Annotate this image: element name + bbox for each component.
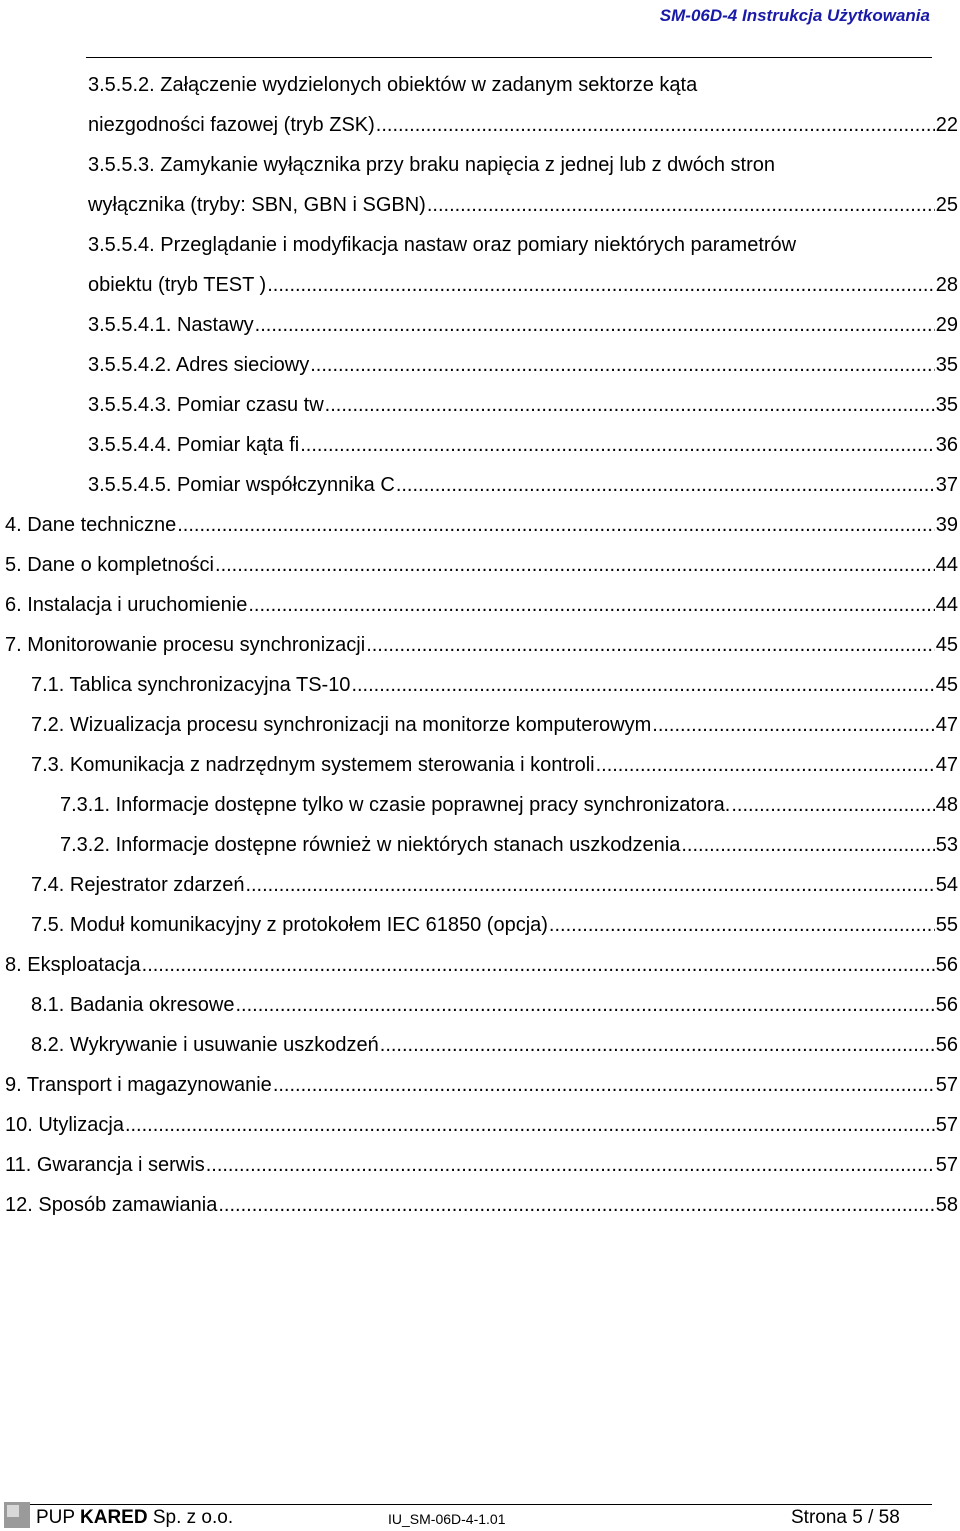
toc-entry[interactable] [31,910,958,940]
footer-divider [28,1504,932,1505]
toc-entry-title: 5. Dane o kompletności [5,554,215,576]
toc-entry-title: 7.3.1. Informacje dostępne tylko w czasie poprawnej pracy synchronizatora. [60,794,731,816]
toc-entry[interactable] [31,670,958,700]
toc-entry[interactable] [60,830,958,860]
toc-entry-title: 7.5. Moduł komunikacyjny z protokołem IEC 61850 (opcja) [31,914,548,936]
toc-page-number: 56 [935,954,958,976]
toc-page-number: 53 [935,834,958,856]
toc-entry-title: 8. Eksploatacja [5,954,141,976]
toc-entry-title: obiektu (tryb TEST ) [88,274,267,296]
document-id: IU_SM-06D-4-1.01 [388,1511,506,1527]
toc-entry[interactable] [31,870,958,900]
toc-page-number: 44 [935,554,958,576]
toc-entry[interactable] [88,230,960,260]
toc-entry-title: 3.5.5.4.4. Pomiar kąta fi [88,434,300,456]
toc-entry-title: 7.1. Tablica synchronizacyjna TS-10 [31,674,351,696]
toc-entry-title: 8.2. Wykrywanie i usuwanie uszkodzeń [31,1034,379,1056]
toc-entry[interactable] [5,630,958,660]
toc-entry-title: 3.5.5.4.5. Pomiar współczynnika C [88,474,395,496]
toc-page-number: 55 [935,914,958,936]
toc-page-number: 56 [935,994,958,1016]
toc-page-number: 37 [935,474,958,496]
toc-page-number: 35 [935,354,958,376]
toc-entry[interactable] [31,990,958,1020]
toc-page-number: 22 [935,114,958,136]
page-indicator: Strona 5 / 58 [791,1507,900,1528]
toc-entry[interactable] [5,1110,958,1140]
toc-page-number: 58 [935,1194,958,1216]
toc-entry-title: wyłącznika (tryby: SBN, GBN i SGBN) [88,194,426,216]
toc-entry[interactable] [5,510,958,540]
toc-entry[interactable] [5,1070,958,1100]
toc-entry-title: 6. Instalacja i uruchomienie [5,594,248,616]
toc-entry[interactable] [31,1030,958,1060]
toc-entry[interactable] [88,110,958,140]
toc-page-number: 36 [935,434,958,456]
toc-entry-title: 3.5.5.4.1. Nastawy [88,314,254,336]
toc-entry-title: 7. Monitorowanie procesu synchronizacji [5,634,366,656]
header-divider [86,57,932,58]
toc-entry-title: niezgodności fazowej (tryb ZSK) [88,114,375,136]
toc-entry-title: 11. Gwarancja i serwis [5,1154,205,1176]
toc-page-number: 44 [935,594,958,616]
toc-page-number: 57 [935,1114,958,1136]
toc-entry[interactable] [88,430,958,460]
toc-page-number: 35 [935,394,958,416]
toc-entry[interactable] [88,390,958,420]
toc-page-number: 29 [935,314,958,336]
toc-entry-title: 3.5.5.3. Zamykanie wyłącznika przy braku napięcia z jednej lub z dwóch stron [88,154,776,176]
company-name: PUP KARED Sp. z o.o. [36,1507,234,1528]
toc-entry-title: 7.2. Wizualizacja procesu synchronizacji na monitorze komputerowym [31,714,652,736]
toc-page-number: 47 [935,754,958,776]
toc-page-number: 39 [935,514,958,536]
toc-page-number: 47 [935,714,958,736]
toc-page-number: 25 [935,194,958,216]
toc-entry[interactable] [88,270,958,300]
toc-page-number: 45 [935,634,958,656]
toc-entry[interactable] [5,1150,958,1180]
toc-entry-title: 9. Transport i magazynowanie [5,1074,272,1096]
toc-entry-title: 4. Dane techniczne [5,514,177,536]
toc-entry[interactable] [5,950,958,980]
toc-entry[interactable] [88,150,960,180]
document-footer [0,1494,960,1531]
toc-entry-title: 3.5.5.2. Załączenie wydzielonych obiektów w zadanym sektorze kąta [88,74,698,96]
toc-page-number: 56 [935,1034,958,1056]
toc-page-number: 45 [935,674,958,696]
toc-page-number: 57 [935,1154,958,1176]
toc-entry-title: 7.3.2. Informacje dostępne również w niektórych stanach uszkodzenia [60,834,681,856]
document-header-title: SM-06D-4 Instrukcja Użytkowania [659,6,930,25]
toc-entry-title: 10. Utylizacja [5,1114,124,1136]
toc-entry[interactable] [31,710,958,740]
toc-entry-title: 3.5.5.4.3. Pomiar czasu tw [88,394,324,416]
toc-page-number: 48 [935,794,958,816]
toc-entry[interactable] [88,310,958,340]
toc-entry[interactable] [88,190,958,220]
toc-entry[interactable] [60,790,958,820]
toc-page-number: 28 [935,274,958,296]
toc-entry[interactable] [31,750,958,780]
toc-entry-title: 12. Sposób zamawiania [5,1194,218,1216]
toc-entry-title: 3.5.5.4. Przeglądanie i modyfikacja nastaw oraz pomiary niektórych parametrów [88,234,797,256]
toc-entry[interactable] [5,590,958,620]
toc-entry[interactable] [88,350,958,380]
toc-entry-title: 7.4. Rejestrator zdarzeń [31,874,245,896]
toc-entry-title: 8.1. Badania okresowe [31,994,235,1016]
toc-entry[interactable] [88,70,960,100]
toc-entry-title: 3.5.5.4.2. Adres sieciowy [88,354,310,376]
toc-entry-title: 7.3. Komunikacja z nadrzędnym systemem sterowania i kontroli [31,754,595,776]
toc-page-number: 57 [935,1074,958,1096]
company-logo-icon [4,1502,30,1528]
toc-entry[interactable] [88,470,958,500]
toc-entry[interactable] [5,1190,958,1220]
toc-entry[interactable] [5,550,958,580]
toc-page-number: 54 [935,874,958,896]
